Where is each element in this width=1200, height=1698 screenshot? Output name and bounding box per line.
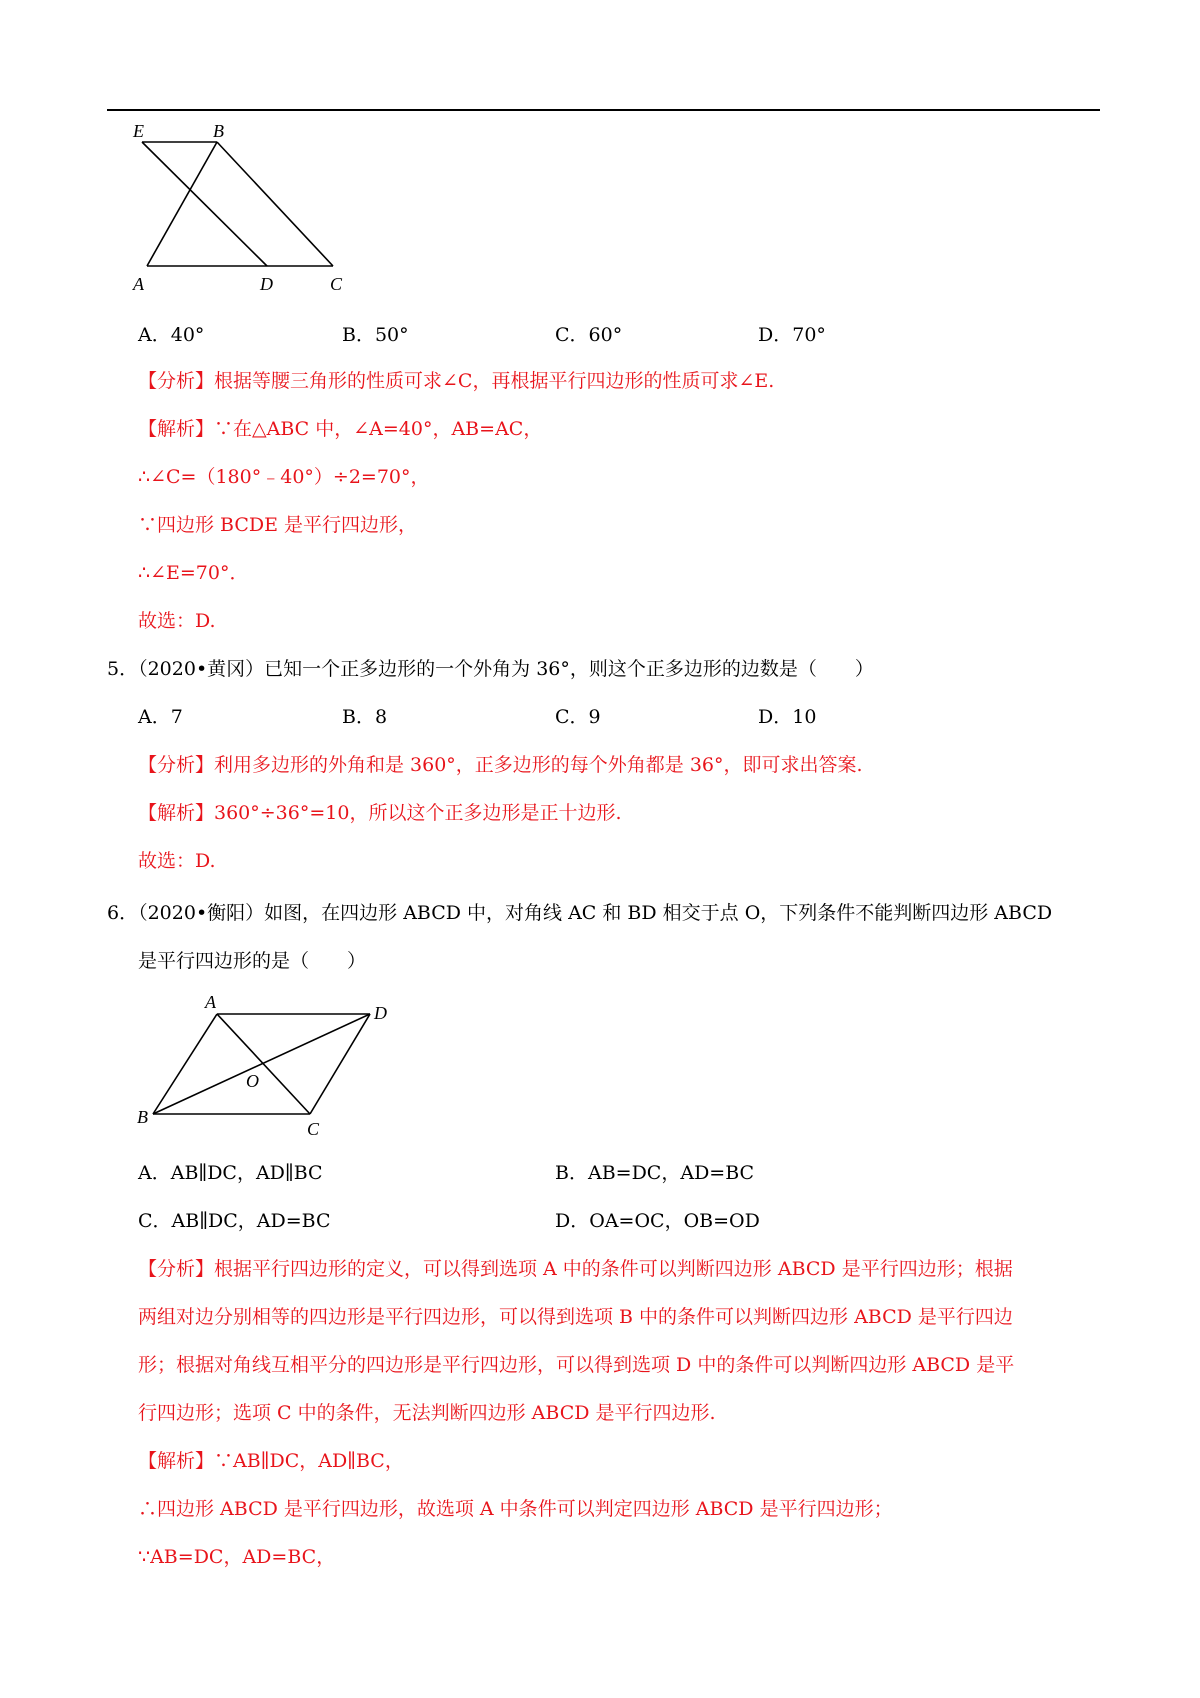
q6-analysis-line-3: 形；根据对角线互相平分的四边形是平行四边形，可以得到选项 D 中的条件可以判断四边形 ABCD 是平 <box>138 1354 1015 1376</box>
q6-analysis-line-2: 两组对边分别相等的四边形是平行四边形，可以得到选项 B 中的条件可以判断四边形 ABCD 是平行四边 <box>138 1306 1013 1328</box>
q6-stem-line-1: 6．（2020•衡阳）如图，在四边形 ABCD 中，对角线 AC 和 BD 相交于点 O，下列条件不能判断四边形 ABCD <box>107 902 1053 924</box>
fig1-label-d: D <box>260 274 273 294</box>
fig2-label-d: D <box>374 1003 387 1023</box>
q5-answer: 故选：D. <box>138 850 216 872</box>
fig1-line-ba <box>147 142 217 266</box>
q6-option-d: D．OA=OC，OB=OD <box>555 1210 760 1232</box>
q6-solution-line-2: ∴四边形 ABCD 是平行四边形，故选项 A 中条件可以判定四边形 ABCD 是平行四边形； <box>138 1498 893 1520</box>
fig2-line-cd <box>310 1014 370 1114</box>
fig1-line-bc <box>217 142 333 266</box>
figure-parallelogram-abcd <box>125 990 405 1140</box>
fig2-label-a: A <box>205 992 216 1012</box>
q6-solution-line-1: 【解析】∵AB∥DC，AD∥BC， <box>138 1450 404 1472</box>
q6-option-b: B．AB=DC，AD=BC <box>555 1162 755 1184</box>
q4-option-d: D．70° <box>758 324 826 346</box>
q6-option-a: A．AB∥DC，AD∥BC <box>138 1162 323 1184</box>
fig2-line-ac <box>217 1014 310 1114</box>
q5-option-d: D．10 <box>758 706 817 728</box>
fig1-label-e: E <box>133 121 144 141</box>
q4-solution-line-3: ∵四边形 BCDE 是平行四边形， <box>138 514 418 536</box>
q6-analysis-line-1: 【分析】根据平行四边形的定义，可以得到选项 A 中的条件可以判断四边形 ABCD 是平行四边形；根据 <box>138 1258 1013 1280</box>
q6-stem-line-2: 是平行四边形的是（ ） <box>138 950 367 972</box>
q5-option-a: A．7 <box>138 706 183 728</box>
q4-option-a: A．40° <box>138 324 205 346</box>
fig1-label-a: A <box>133 274 144 294</box>
q6-solution-line-3: ∵AB=DC，AD=BC， <box>138 1546 336 1568</box>
q6-analysis-line-4: 行四边形；选项 C 中的条件，无法判断四边形 ABCD 是平行四边形. <box>138 1402 716 1424</box>
q4-solution-line-1: 【解析】∵在△ABC 中，∠A=40°，AB=AC， <box>138 418 543 440</box>
q5-stem: 5．（2020•黄冈）已知一个正多边形的一个外角为 36°，则这个正多边形的边数是（ ） <box>107 658 874 680</box>
figure-trapezoid-ebcda <box>125 118 365 298</box>
fig2-label-b: B <box>137 1107 148 1127</box>
q4-answer: 故选：D. <box>138 610 216 632</box>
fig1-label-c: C <box>330 274 343 294</box>
fig2-label-c: C <box>307 1119 320 1139</box>
fig2-label-o: O <box>246 1071 259 1091</box>
q4-analysis: 【分析】根据等腰三角形的性质可求∠C，再根据平行四边形的性质可求∠E. <box>138 370 775 392</box>
q5-option-b: B．8 <box>342 706 388 728</box>
q5-analysis: 【分析】利用多边形的外角和是 360°，正多边形的每个外角都是 36°，即可求出答案. <box>138 754 863 776</box>
q6-option-c: C．AB∥DC，AD=BC <box>138 1210 331 1232</box>
q5-option-c: C．9 <box>555 706 601 728</box>
q4-option-c: C．60° <box>555 324 623 346</box>
header-rule <box>107 109 1100 111</box>
q4-solution-line-4: ∴∠E=70°． <box>138 562 249 584</box>
q4-option-b: B．50° <box>342 324 409 346</box>
q5-solution: 【解析】360°÷36°=10，所以这个正多边形是正十边形. <box>138 802 622 824</box>
fig1-label-b: B <box>213 121 224 141</box>
fig1-line-ed <box>142 142 267 266</box>
q4-solution-line-2: ∴∠C=（180°﹣40°）÷2=70°， <box>138 466 430 488</box>
